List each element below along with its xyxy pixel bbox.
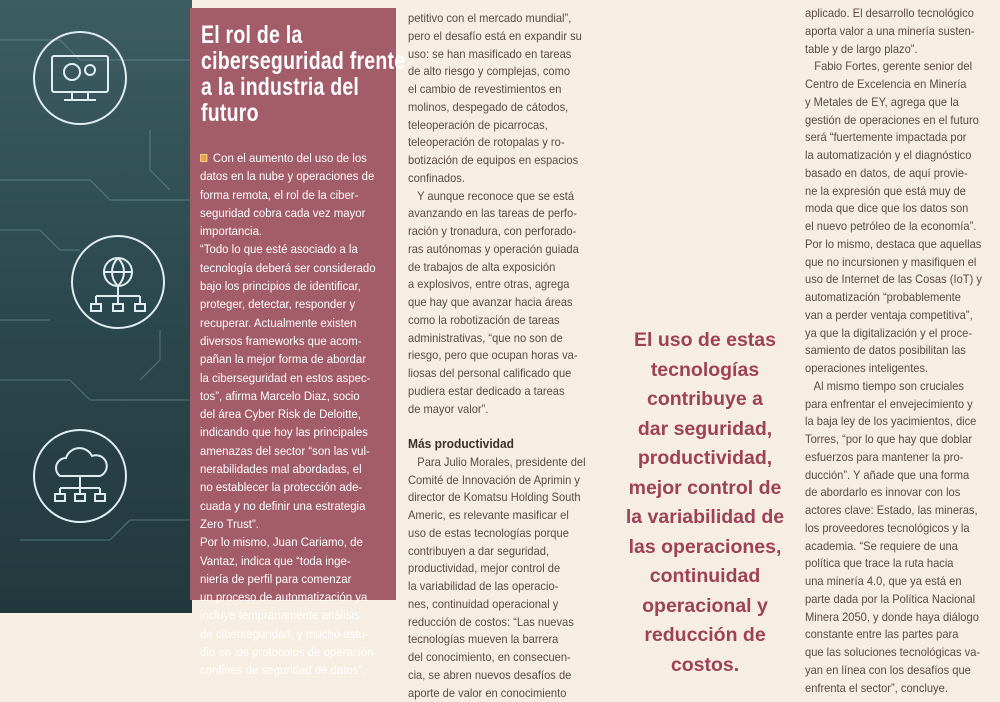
paragraph: aplicado. El desarrollo tecnológico aporta valor a una minería susten- table y de largo plazo”. (805, 7, 975, 56)
paragraph: Al mismo tiempo son cruciales para enfrentar el envejecimiento y la baja ley de los yacimientos, dice Torres, “por lo que hay que doblar esfuerzos para mantener la pro- ducción”. Y añade que una forma de abordarlo es innovar con los actores clave: Estado, las mineras, los proveedores tecnológicos y la academia. “Se requiere de una política que trace la ruta hacia una minería 4.0, que ya está en parte dada por la Política Nacional Minera 2050, y donde haya diálogo constante entre las partes para que las soluciones tecnológicas va- yan en línea con los desafíos que enfrenta el sector”, concluye. (805, 379, 981, 695)
paragraph: Y aunque reconoce que se está avanzando en las tareas de perfo- ración y tronadura, con perforado- ras autónomas y operación guiada de trabajos de alta exposición a explosivos, entre otras, agrega que hay que avanzar hacia áreas como la robotización de tareas administrativas, “que no son de riesgo, pero que ocupan horas va- liosas del personal calificado que pudiera estar dedicado a tareas de mayor valor”. (408, 189, 579, 416)
globe-network-icon (72, 236, 164, 328)
paragraph: Para Julio Morales, presidente del Comité de Innovación de Aprimin y director de Komatsu Holding South Americ, es relevante masificar el uso de estas tecnologías porque contribuyen a dar seguridad, productividad, mejor control de la variabilidad de las operacio- nes, continuidad operacional y reducción de costos: “Las nuevas tecnologías mueven la barrera del conocimiento, en consecuen- cia, se abren nuevos desafíos de aporte de valor en conocimiento (408, 455, 586, 700)
sidebar-body (200, 149, 376, 680)
pull-quote: El uso de estas tecnologías contribuye a dar seguridad, productividad, mejor control de la variabilidad de las operaciones, continuidad operacional y reducción de costos. (625, 329, 785, 676)
gear-monitor-icon (34, 32, 126, 124)
cybersecurity-illustration (0, 0, 192, 613)
paragraph: petitivo con el mercado mundial”, pero el desafío está en expandir su uso: se han masificado en tareas de alto riesgo y complejas, como el cambio de revestimientos en molinos, despegado de cátodos, teleoperación de picarrocas, teleoperación de rotopalas y ro- botización de equipos en espacios confinados. (408, 12, 582, 185)
bullet-icon (200, 154, 207, 162)
subheading: Más productividad (408, 437, 515, 451)
sidebar-paragraph: Con el aumento del uso de los datos en la nube y operaciones de forma remota, el rol de la ciber- seguridad cobra cada vez mayor importancia. (200, 151, 375, 239)
sidebar-paragraph: Por lo mismo, Juan Cariamo, de Vantaz, indica que “toda inge- niería de perfil para comenzar un proceso de automatización ya incluye tempranamente análisis de ciberseguridad, y mucho estu- dio en los protocolos de operación confines de seguridad de datos”. (200, 535, 374, 678)
sidebar-paragraph: “Todo lo que esté asociado a la tecnología deberá ser considerado bajo los principios de identificar, proteger, detectar, responder y recuperar. Actualmente existen diversos frameworks que acom- pañan la mejor forma de abordar la ciberseguridad en estos aspec- tos”, afirma Marcelo Diaz, socio del área Cyber Risk de Deloitte, indicando que hoy las principales amenazas del sector “son las vul- nerabilidades mal abordadas, el no establecer la protección ade- cuada y no definir una estrategia Zero Trust”. (200, 242, 376, 531)
paragraph: Fabio Fortes, gerente senior del Centro de Excelencia en Minería y Metales de EY, agrega que la gestión de operaciones en el futuro será “fuertemente impactada por la automatización y el diagnóstico basado en datos, de aquí provie- ne la expresión que está muy de moda que dice que los datos son el nuevo petróleo de la economía”. Por lo mismo, destaca que aquellas que no incursionen y masifiquen el uso de Internet de las Cosas (IoT) y automatización “probablemente van a perder ventaja competitiva”, ya que la digitalización y el proce- samiento de datos posibilitan las operaciones inteligentes. (805, 60, 982, 375)
article-column-3 (805, 5, 982, 697)
article-column-1 (408, 10, 586, 702)
cloud-network-icon (34, 430, 126, 522)
sidebar-title: El rol de la ciberseguridad frente a la industria del futuro (201, 21, 406, 127)
